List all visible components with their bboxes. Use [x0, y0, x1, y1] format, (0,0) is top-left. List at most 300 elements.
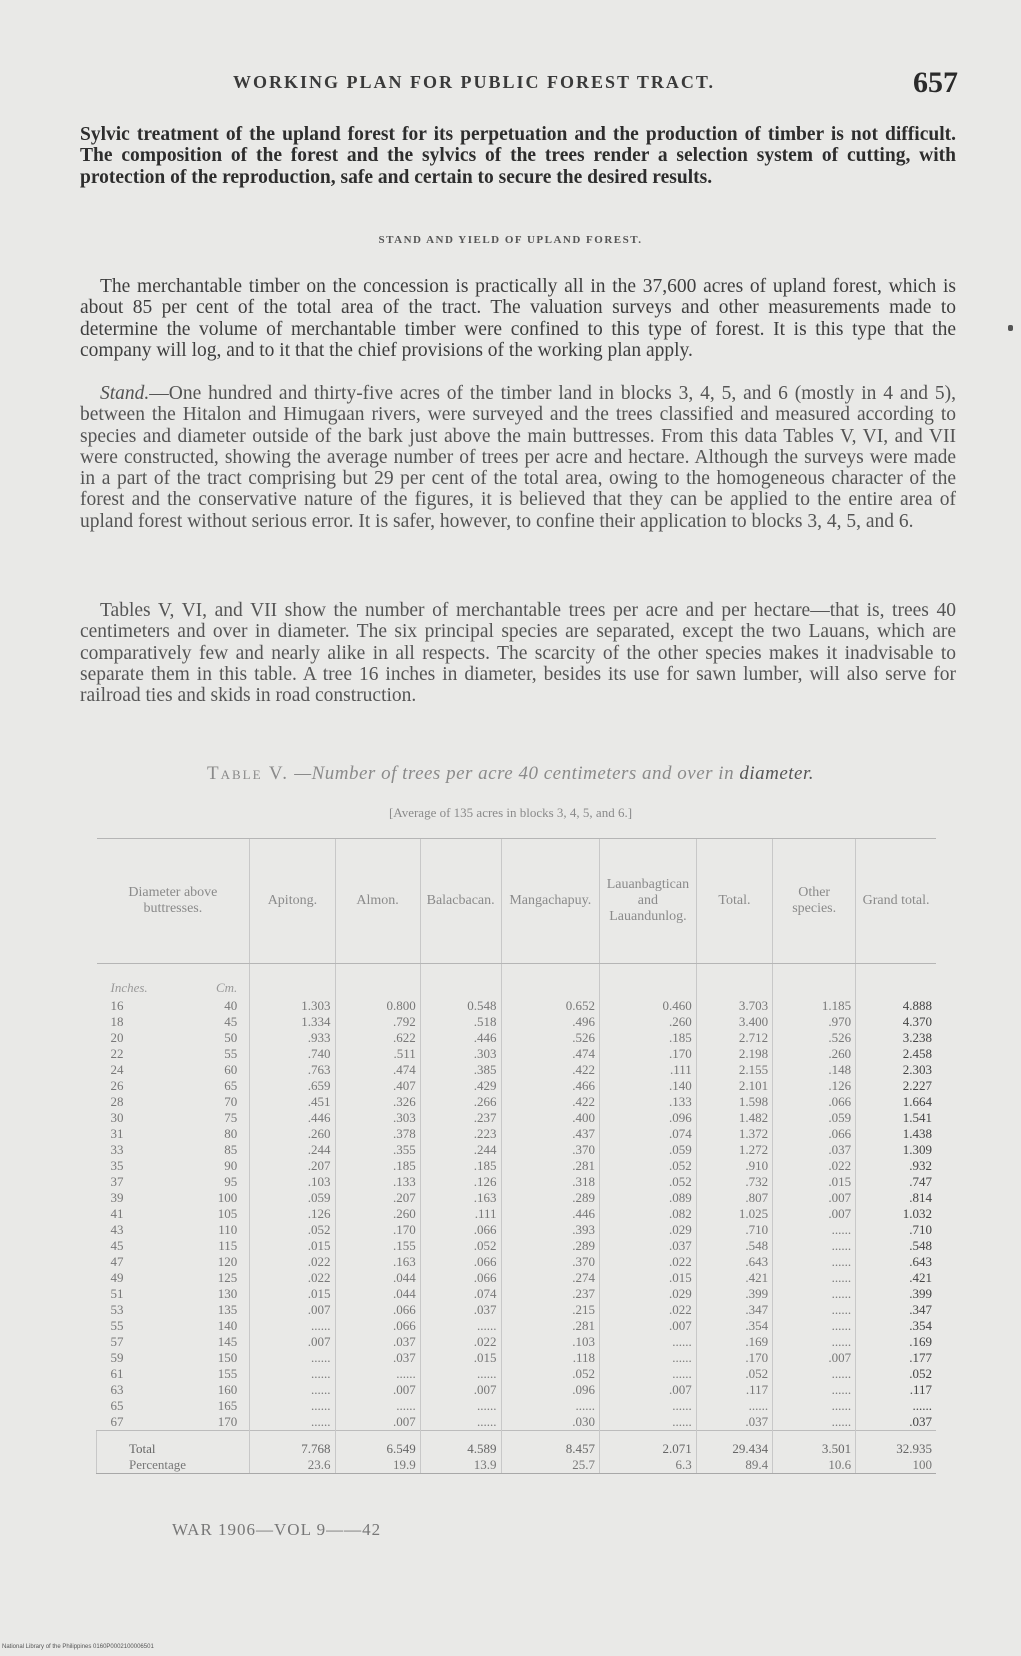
table-cell: ......	[773, 1398, 856, 1414]
table-cell: ......	[335, 1366, 420, 1382]
table-cell: .096	[600, 1110, 697, 1126]
table-row	[97, 1206, 937, 1222]
table-cell: ......	[773, 1366, 856, 1382]
table-cell: 3.238	[856, 1030, 936, 1046]
table-cell: .466	[501, 1078, 600, 1094]
diameter-cm-cell: 85	[224, 1142, 238, 1157]
table-cell: .260	[773, 1046, 856, 1062]
table-cell: .548	[696, 1238, 772, 1254]
table-cell: .059	[773, 1110, 856, 1126]
table-cell: .126	[773, 1078, 856, 1094]
diameter-cm-cell: 40	[224, 998, 238, 1013]
table-cell: .066	[773, 1094, 856, 1110]
table-cell: .170	[335, 1222, 420, 1238]
table-cell: .103	[501, 1334, 600, 1350]
diameter-cm-cell: 65	[224, 1078, 238, 1093]
table-cell: .007	[420, 1382, 501, 1398]
total-cell: 32.935	[856, 1431, 936, 1458]
table-row	[97, 1238, 937, 1254]
col-header-diameter: Diameter above buttresses.	[97, 839, 250, 964]
table-cell: ......	[773, 1414, 856, 1431]
table-cell: 1.272	[696, 1142, 772, 1158]
table-cell: .354	[696, 1318, 772, 1334]
table-cell: 2.227	[856, 1078, 936, 1094]
paragraph-merchantable-timber: The merchantable timber on the concession is practically all in the 37,600 acres of upland forest, which is about 85 per cent of the total area of the tract. The valuation surveys and other measurements made to determine the volume of merchantable timber were confined to this type of forest. It is this type that the company will log, and to it that the chief provisions of the working plan apply.	[80, 276, 956, 361]
diameter-inches-cell: 55	[110, 1318, 124, 1333]
table-cell: .015	[600, 1270, 697, 1286]
table-cell: 1.372	[696, 1126, 772, 1142]
table-cell: .037	[420, 1302, 501, 1318]
table-cell: .422	[501, 1094, 600, 1110]
tree-count-table	[96, 838, 936, 1474]
page-number: 657	[913, 66, 958, 99]
table-cell: 1.438	[856, 1126, 936, 1142]
table-cell: .289	[501, 1238, 600, 1254]
diameter-cm-cell: 150	[217, 1350, 238, 1365]
table-cell: .007	[600, 1318, 697, 1334]
table-cell: .814	[856, 1190, 936, 1206]
diameter-inches-cell: 45	[110, 1238, 124, 1253]
paragraph-stand-body: —One hundred and thirty-five acres of the timber land in blocks 3, 4, 5, and 6 (mostly in 4 and 5), between the Hitalon and Himugaan rivers, were surveyed and the trees classified and measured according to species and diameter outside of the bark just above the main buttresses. From this data Tables V, VI, and VII were constructed, showing the average number of trees per acre and hectare. Although the surveys were made in a part of the tract comprising but 29 per cent of the total area, owing to the homogeneous character of the forest and the conservative nature of the figures, it is believed that they can be applied to the entire area of upland forest without serious error. It is safer, however, to confine their application to blocks 3, 4, 5, and 6.	[80, 383, 956, 532]
table-cell: .015	[420, 1350, 501, 1366]
table-cell: .007	[335, 1382, 420, 1398]
table-cell: .022	[250, 1270, 335, 1286]
diameter-cm-cell: 120	[217, 1254, 238, 1269]
table-cell: ......	[250, 1398, 335, 1414]
table-cell: .400	[501, 1110, 600, 1126]
percentage-cell: 10.6	[773, 1457, 856, 1474]
table-cell: ......	[420, 1366, 501, 1382]
table-caption-label: Table V.	[206, 763, 289, 784]
table-cell: ......	[773, 1254, 856, 1270]
table-cell: .385	[420, 1062, 501, 1078]
table-cell: .037	[335, 1350, 420, 1366]
table-cell: .421	[856, 1270, 936, 1286]
table-cell: .399	[696, 1286, 772, 1302]
table-cell: .111	[420, 1206, 501, 1222]
table-cell: ......	[773, 1270, 856, 1286]
diameter-inches-cell: 31	[110, 1126, 124, 1141]
table-cell: .052	[250, 1222, 335, 1238]
table-cell: ......	[501, 1398, 600, 1414]
table-cell: .185	[335, 1158, 420, 1174]
table-caption-text: —Number of trees per acre 40 centimeters and over in	[294, 763, 735, 784]
table-cell: .407	[335, 1078, 420, 1094]
table-cell: .643	[696, 1254, 772, 1270]
diameter-cm-cell: 95	[224, 1174, 238, 1189]
total-cell: 8.457	[501, 1431, 600, 1458]
table-row	[97, 1382, 937, 1398]
table-cell: .037	[856, 1414, 936, 1431]
table-cell: .177	[856, 1350, 936, 1366]
table-cell: 1.482	[696, 1110, 772, 1126]
table-cell: 0.800	[335, 998, 420, 1014]
table-cell: .163	[420, 1190, 501, 1206]
table-cell: .446	[250, 1110, 335, 1126]
table-header-row	[97, 839, 937, 964]
table-cell: 0.652	[501, 998, 600, 1014]
table-cell: .474	[501, 1046, 600, 1062]
table-cell: .126	[250, 1206, 335, 1222]
table-cell: .303	[420, 1046, 501, 1062]
table-cell: .244	[250, 1142, 335, 1158]
diameter-inches-cell: 57	[110, 1334, 124, 1349]
diameter-inches-cell: 59	[110, 1350, 124, 1365]
col-header-grand-total: Grand total.	[856, 839, 936, 964]
diameter-inches-cell: 41	[110, 1206, 124, 1221]
table-cell: .007	[250, 1334, 335, 1350]
table-cell: .237	[420, 1110, 501, 1126]
diameter-cm-cell: 70	[224, 1094, 238, 1109]
col-header-almon: Almon.	[335, 839, 420, 964]
table-cell: .022	[420, 1334, 501, 1350]
diameter-cm-cell: 55	[224, 1046, 238, 1061]
table-cell: .215	[501, 1302, 600, 1318]
table-cell: .044	[335, 1270, 420, 1286]
table-cell: 3.703	[696, 998, 772, 1014]
diameter-inches-cell: 67	[110, 1414, 124, 1429]
table-cell: 1.032	[856, 1206, 936, 1222]
diameter-inches-cell: 65	[110, 1398, 124, 1413]
table-row	[97, 1334, 937, 1350]
percentage-cell: 13.9	[420, 1457, 501, 1474]
table-row	[97, 1190, 937, 1206]
table-cell: .511	[335, 1046, 420, 1062]
table-cell: .474	[335, 1062, 420, 1078]
table-cell: .170	[696, 1350, 772, 1366]
diameter-cm-cell: 130	[217, 1286, 238, 1301]
table-cell: .970	[773, 1014, 856, 1030]
table-cell: .126	[420, 1174, 501, 1190]
paragraph-stand	[80, 383, 956, 532]
table-cell: .117	[696, 1382, 772, 1398]
table-cell: .163	[335, 1254, 420, 1270]
table-row	[97, 1398, 937, 1414]
table-cell: .030	[501, 1414, 600, 1431]
table-row	[97, 1030, 937, 1046]
table-cell: .378	[335, 1126, 420, 1142]
table-cell: ......	[773, 1302, 856, 1318]
table-cell: .052	[696, 1366, 772, 1382]
pct-row	[97, 1457, 937, 1474]
diameter-cm-cell: 80	[224, 1126, 238, 1141]
table-cell: .066	[335, 1318, 420, 1334]
table-cell: .237	[501, 1286, 600, 1302]
table-cell: .007	[773, 1350, 856, 1366]
table-cell: .281	[501, 1318, 600, 1334]
diameter-inches-cell: 47	[110, 1254, 124, 1269]
diameter-inches-cell: 37	[110, 1174, 124, 1189]
table-cell: .393	[501, 1222, 600, 1238]
paragraph-sylvic-treatment: Sylvic treatment of the upland forest for its perpetuation and the production of timber is not difficult. The composition of the forest and the sylvics of the trees render a selection system of cutting, with protection of the reproduction, safe and certain to secure the desired results.	[80, 124, 956, 188]
total-label: Total	[97, 1431, 250, 1458]
table-cell: ......	[773, 1334, 856, 1350]
table-cell: .710	[696, 1222, 772, 1238]
table-cell: .260	[600, 1014, 697, 1030]
table-cell: .037	[335, 1334, 420, 1350]
diameter-cm-cell: 90	[224, 1158, 238, 1173]
running-head-title: WORKING PLAN FOR PUBLIC FOREST TRACT.	[233, 72, 716, 92]
diameter-inches-cell: 43	[110, 1222, 124, 1237]
unit-inches: Inches.	[110, 980, 148, 995]
table-row	[97, 998, 937, 1014]
diameter-cm-cell: 105	[217, 1206, 238, 1221]
table-row	[97, 1302, 937, 1318]
table-cell: .347	[856, 1302, 936, 1318]
table-cell: .044	[335, 1286, 420, 1302]
diameter-cm-cell: 160	[217, 1382, 238, 1397]
diameter-cm-cell: 75	[224, 1110, 238, 1125]
table-container	[96, 838, 936, 1474]
table-cell: ......	[250, 1414, 335, 1431]
table-cell: ......	[420, 1414, 501, 1431]
table-cell: .037	[696, 1414, 772, 1431]
table-cell: .007	[335, 1414, 420, 1431]
table-cell: .274	[501, 1270, 600, 1286]
volume-signature: WAR 1906—VOL 9——42	[172, 1520, 382, 1539]
table-cell: .185	[600, 1030, 697, 1046]
table-cell: .910	[696, 1158, 772, 1174]
table-cell: .355	[335, 1142, 420, 1158]
table-cell: .260	[250, 1126, 335, 1142]
diameter-cm-cell: 140	[217, 1318, 238, 1333]
table-row	[97, 1046, 937, 1062]
running-head	[78, 66, 958, 106]
table-cell: ......	[773, 1222, 856, 1238]
table-cell: .932	[856, 1158, 936, 1174]
table-cell: .548	[856, 1238, 936, 1254]
table-cell: .037	[773, 1142, 856, 1158]
table-cell: .059	[250, 1190, 335, 1206]
table-row	[97, 1286, 937, 1302]
table-cell: ......	[250, 1366, 335, 1382]
table-cell: .111	[600, 1062, 697, 1078]
total-cell: 2.071	[600, 1431, 697, 1458]
diameter-cm-cell: 125	[217, 1270, 238, 1285]
percentage-cell: 89.4	[696, 1457, 772, 1474]
table-row	[97, 1078, 937, 1094]
table-cell: .732	[696, 1174, 772, 1190]
col-header-total: Total.	[696, 839, 772, 964]
table-cell: ......	[335, 1398, 420, 1414]
table-cell: 2.198	[696, 1046, 772, 1062]
diameter-cm-cell: 170	[217, 1414, 238, 1429]
col-header-apitong: Apitong.	[250, 839, 335, 964]
table-cell: .066	[420, 1222, 501, 1238]
table-cell: 3.400	[696, 1014, 772, 1030]
diameter-cm-cell: 50	[224, 1030, 238, 1045]
total-cell: 6.549	[335, 1431, 420, 1458]
table-row	[97, 1222, 937, 1238]
table-cell: .169	[696, 1334, 772, 1350]
table-row	[97, 1350, 937, 1366]
diameter-inches-cell: 24	[110, 1062, 124, 1077]
table-cell: ......	[600, 1398, 697, 1414]
table-cell: .792	[335, 1014, 420, 1030]
table-cell: ......	[250, 1350, 335, 1366]
table-cell: .326	[335, 1094, 420, 1110]
diameter-cm-cell: 155	[217, 1366, 238, 1381]
table-cell: .015	[773, 1174, 856, 1190]
table-cell: .022	[600, 1302, 697, 1318]
table-cell: 1.664	[856, 1094, 936, 1110]
percentage-cell: 100	[856, 1457, 936, 1474]
table-cell: .399	[856, 1286, 936, 1302]
table-cell: .007	[600, 1382, 697, 1398]
table-cell: .052	[420, 1238, 501, 1254]
diameter-inches-cell: 26	[110, 1078, 124, 1093]
table-cell: .437	[501, 1126, 600, 1142]
table-cell: 1.334	[250, 1014, 335, 1030]
table-row	[97, 1142, 937, 1158]
table-cell: .066	[335, 1302, 420, 1318]
table-cell: .148	[773, 1062, 856, 1078]
table-cell: .289	[501, 1190, 600, 1206]
table-cell: .266	[420, 1094, 501, 1110]
table-cell: .281	[501, 1158, 600, 1174]
table-row	[97, 1174, 937, 1190]
table-row	[97, 1158, 937, 1174]
total-cell: 29.434	[696, 1431, 772, 1458]
col-header-other-species: Other species.	[773, 839, 856, 964]
table-cell: .207	[250, 1158, 335, 1174]
table-cell: .037	[600, 1238, 697, 1254]
table-cell: ......	[773, 1382, 856, 1398]
table-row	[97, 1366, 937, 1382]
table-cell: .118	[501, 1350, 600, 1366]
table-cell: 4.370	[856, 1014, 936, 1030]
section-heading: STAND AND YIELD OF UPLAND FOREST.	[378, 234, 643, 246]
table-cell: .133	[600, 1094, 697, 1110]
col-header-mangachapuy: Mangachapuy.	[501, 839, 600, 964]
table-cell: .446	[420, 1030, 501, 1046]
table-cell: 1.185	[773, 998, 856, 1014]
percentage-cell: 19.9	[335, 1457, 420, 1474]
table-cell: 1.598	[696, 1094, 772, 1110]
paragraph-tables-description: Tables V, VI, and VII show the number of merchantable trees per acre and per hectare—that is, trees 40 centimeters and over in diameter. The six principal species are separated, except the two Lauans, which are comparatively few and nearly alike in all respects. The scarcity of the other species makes it inadvisable to separate them in this table. A tree 16 inches in diameter, besides its use for sawn lumber, will also serve for railroad ties and skids in road construction.	[80, 600, 956, 707]
table-cell: .007	[773, 1190, 856, 1206]
percentage-cell: 23.6	[250, 1457, 335, 1474]
table-cell: 2.155	[696, 1062, 772, 1078]
diameter-inches-cell: 18	[110, 1014, 124, 1029]
table-cell: 2.101	[696, 1078, 772, 1094]
table-cell: .066	[420, 1270, 501, 1286]
diameter-inches-cell: 20	[110, 1030, 124, 1045]
diameter-inches-cell: 61	[110, 1366, 124, 1381]
percentage-label: Percentage	[97, 1457, 250, 1474]
table-cell: .169	[856, 1334, 936, 1350]
diameter-inches-cell: 63	[110, 1382, 124, 1397]
table-row	[97, 1110, 937, 1126]
table-cell: 1.541	[856, 1110, 936, 1126]
table-cell: .052	[600, 1174, 697, 1190]
table-row	[97, 1414, 937, 1431]
table-cell: .421	[696, 1270, 772, 1286]
table-cell: .074	[420, 1286, 501, 1302]
table-cell: .117	[856, 1382, 936, 1398]
diameter-cm-cell: 165	[217, 1398, 238, 1413]
diameter-inches-cell: 35	[110, 1158, 124, 1173]
table-row	[97, 1126, 937, 1142]
percentage-cell: 25.7	[501, 1457, 600, 1474]
table-cell: 2.712	[696, 1030, 772, 1046]
table-cell: .185	[420, 1158, 501, 1174]
diameter-inches-cell: 49	[110, 1270, 124, 1285]
table-cell: .223	[420, 1126, 501, 1142]
table-row	[97, 1094, 937, 1110]
table-cell: ......	[600, 1334, 697, 1350]
diameter-inches-cell: 33	[110, 1142, 124, 1157]
table-cell: 1.025	[696, 1206, 772, 1222]
table-cell: ......	[773, 1318, 856, 1334]
table-cell: .207	[335, 1190, 420, 1206]
paragraph-lead: Stand.	[100, 383, 150, 404]
diameter-cm-cell: 100	[217, 1190, 238, 1205]
table-cell: .029	[600, 1222, 697, 1238]
table-cell: .022	[250, 1254, 335, 1270]
table-cell: .747	[856, 1174, 936, 1190]
table-subcaption: [Average of 135 acres in blocks 3, 4, 5, and 6.]	[388, 805, 633, 820]
table-row	[97, 1270, 937, 1286]
diameter-inches-cell: 30	[110, 1110, 124, 1125]
table-cell: .103	[250, 1174, 335, 1190]
unit-cm: Cm.	[215, 980, 238, 995]
table-cell: .155	[335, 1238, 420, 1254]
table-cell: ......	[600, 1350, 697, 1366]
table-cell: .052	[501, 1366, 600, 1382]
table-cell: ......	[773, 1238, 856, 1254]
diameter-cm-cell: 110	[218, 1222, 238, 1237]
table-cell: .496	[501, 1014, 600, 1030]
table-row	[97, 1254, 937, 1270]
table-cell: .140	[600, 1078, 697, 1094]
table-cell: .052	[856, 1366, 936, 1382]
table-cell: .763	[250, 1062, 335, 1078]
table-cell: .303	[335, 1110, 420, 1126]
table-cell: ......	[600, 1366, 697, 1382]
table-cell: .029	[600, 1286, 697, 1302]
diameter-inches-cell: 28	[110, 1094, 124, 1109]
table-cell: .422	[501, 1062, 600, 1078]
diameter-cm-cell: 45	[224, 1014, 238, 1029]
table-cell: 4.888	[856, 998, 936, 1014]
col-header-balacbacan: Balacbacan.	[420, 839, 501, 964]
table-cell: ......	[420, 1318, 501, 1334]
table-cell: 1.303	[250, 998, 335, 1014]
diameter-cm-cell: 145	[217, 1334, 238, 1349]
table-cell: .347	[696, 1302, 772, 1318]
diameter-inches-cell: 39	[110, 1190, 124, 1205]
total-cell: 3.501	[773, 1431, 856, 1458]
total-row	[97, 1431, 937, 1458]
diameter-cm-cell: 60	[224, 1062, 238, 1077]
table-cell: .643	[856, 1254, 936, 1270]
table-cell: .659	[250, 1078, 335, 1094]
table-caption-end: diameter.	[739, 763, 815, 784]
table-cell: .133	[335, 1174, 420, 1190]
table-cell: 1.309	[856, 1142, 936, 1158]
table-cell: .518	[420, 1014, 501, 1030]
table-cell: .622	[335, 1030, 420, 1046]
total-cell: 7.768	[250, 1431, 335, 1458]
table-cell: .015	[250, 1238, 335, 1254]
col-header-lauan: Lauanbagtican and Lauandunlog.	[600, 839, 697, 964]
table-cell: .807	[696, 1190, 772, 1206]
table-cell: ......	[696, 1398, 772, 1414]
table-cell: ......	[250, 1382, 335, 1398]
table-cell: .354	[856, 1318, 936, 1334]
total-cell: 4.589	[420, 1431, 501, 1458]
